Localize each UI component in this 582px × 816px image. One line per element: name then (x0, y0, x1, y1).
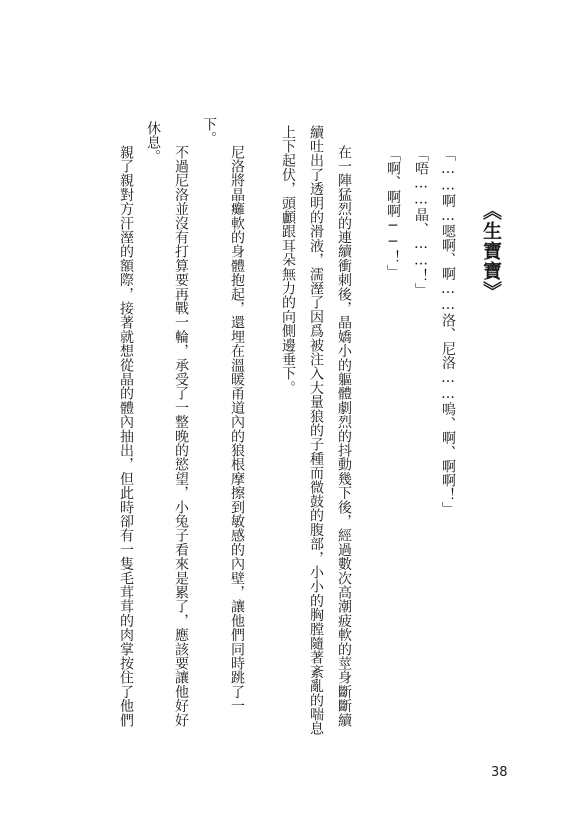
chapter-title: 《生寶寶》 (480, 201, 502, 301)
text-line-11: 親了親對方汗溼的額際，接著就想從晶的體內抽出，但此時卻有一隻毛茸茸的肉掌按住了他們 (118, 145, 134, 728)
text-line-3: 「啊、啊啊──！」 (385, 147, 401, 279)
text-line-9: 不過尼洛並沒有打算要再戰一輪，承受了一整晚的慾望，小兔子看來是累了，應該要讓他好好 (173, 145, 189, 728)
text-line-5: 續吐出了透明的滑液，濡溼了因爲被注入大量狼的子種而微鼓的腹部，小小的胸膛隨著紊亂的喘息 (308, 125, 324, 736)
text-line-1: 「……啊…嗯啊、啊……洛、尼洛……嗚、啊、啊啊！」 (440, 147, 456, 516)
text-line-2: 「唔……晶、……！」 (413, 147, 429, 297)
text-line-8: 下。 (201, 117, 217, 146)
text-line-4: 在一陣猛烈的連續衝刺後，晶嬌小的軀體劇烈的抖動幾下後，經過數次高潮疲軟的莖身斷斷續 (336, 145, 352, 728)
text-line-7: 尼洛將晶癱軟的身體抱起，還埋在溫暖甬道內的狼根摩擦到敏感的內壁，讓他們同時跳了一 (229, 145, 245, 713)
text-line-6: 上下起伏，頭顱跟耳朵無力的向側邊垂下。 (280, 125, 296, 395)
page-number: 38 (491, 765, 508, 780)
text-line-10: 休息。 (145, 121, 161, 164)
